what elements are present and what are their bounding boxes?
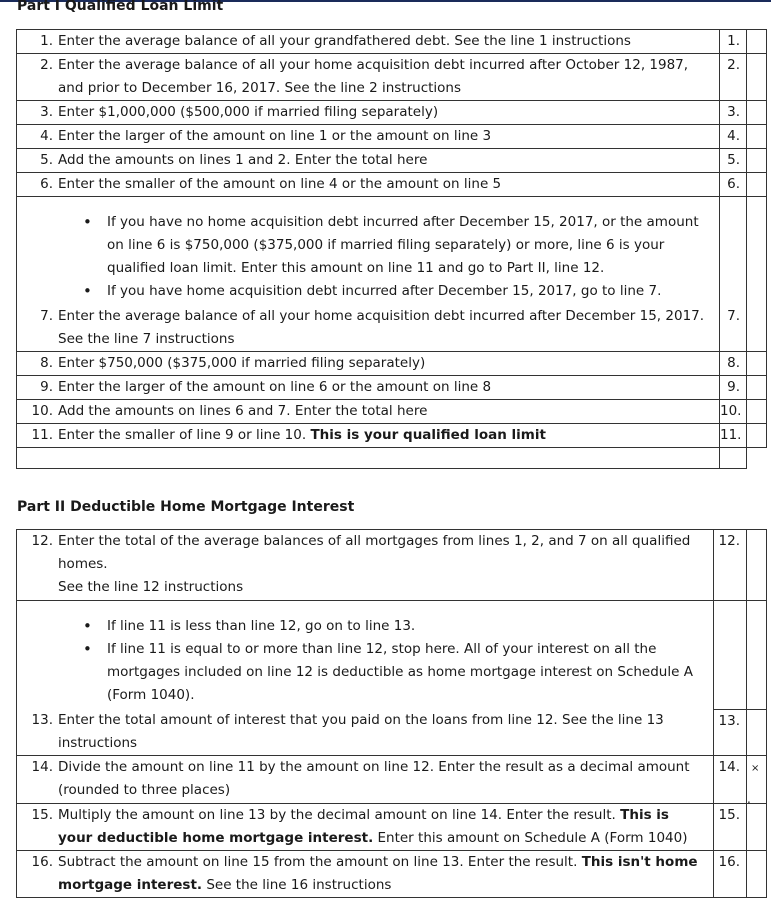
line-text-bold: This is your deductible home mortgage interest. <box>58 807 669 846</box>
line-4-row <box>17 125 767 149</box>
bullet-item: • If line 11 is less than line 12, go on to line 13. <box>107 615 705 638</box>
part2-title: Part II Deductible Home Mortgage Interest <box>17 499 355 515</box>
line-text: Enter the total of the average balances of all mortgages from lines 1, 2, and 7 on all qualified homes. <box>58 533 691 572</box>
amount-field-5[interactable] <box>747 149 767 173</box>
line-number: 3. <box>40 104 53 120</box>
line-number: 8. <box>40 355 53 371</box>
instruction-bullets <box>23 615 705 707</box>
part2-bullets-row <box>17 601 767 710</box>
amount-field-6[interactable] <box>747 173 767 197</box>
line-9-row <box>17 376 767 400</box>
line-text: Enter the average balance of all your home acquisition debt incurred after October 12, 1987, and prior to December 16, 2017. See the line 2 instructions <box>58 57 689 96</box>
line-box-label: 16. <box>714 851 747 898</box>
line-text: Divide the amount on line 11 by the amount on line 12. Enter the result as a decimal amount (rounded to three places) <box>58 759 690 798</box>
line-number: 13. <box>31 712 53 728</box>
line-3-row <box>17 101 767 125</box>
line-11-row <box>17 424 767 448</box>
amount-field-4[interactable] <box>747 125 767 149</box>
line-box-label: 14. <box>714 756 747 804</box>
line-number: 16. <box>31 854 53 870</box>
line-8-row <box>17 352 767 376</box>
line-number: 15. <box>31 807 53 823</box>
line-box-label: 7. <box>720 197 747 352</box>
part1-bottom-spacer <box>17 448 767 469</box>
line-text: Add the amounts on lines 1 and 2. Enter the total here <box>58 152 428 168</box>
line-number: 12. <box>31 533 53 549</box>
amount-field-9[interactable] <box>747 376 767 400</box>
line-text: Enter the average balance of all your home acquisition debt incurred after December 15, 2017. See the line 7 instructions <box>58 308 705 347</box>
line-number: 14. <box>31 759 53 775</box>
amount-field-2[interactable] <box>747 54 767 101</box>
line-box-label: 2. <box>720 54 747 101</box>
amount-field-7[interactable] <box>747 197 767 352</box>
bullet-item: • If line 11 is equal to or more than line 12, stop here. All of your interest on all the mortgages included on line 12 is deductible as home mortgage interest on Schedule A (Form 1040). <box>107 638 705 707</box>
line-text: Enter $750,000 ($375,000 if married filing separately) <box>58 355 426 371</box>
amount-field-10[interactable] <box>747 400 767 424</box>
line-text: Multiply the amount on line 13 by the decimal amount on line 14. Enter the result. <box>58 807 621 823</box>
line-text: Enter the smaller of line 9 or line 10. <box>58 427 311 443</box>
line-number: 7. <box>40 308 53 324</box>
line-12-row <box>17 530 767 601</box>
line-text: Subtract the amount on line 15 from the amount on line 13. Enter the result. <box>58 854 582 870</box>
line-box-label: 12. <box>714 530 747 601</box>
line-text: Add the amounts on lines 6 and 7. Enter the total here <box>58 403 428 419</box>
part1-table <box>16 29 767 469</box>
amount-field-16[interactable] <box>747 851 767 898</box>
line-box-label: 4. <box>720 125 747 149</box>
line-1-row <box>17 30 767 54</box>
amount-field-11[interactable] <box>747 424 767 448</box>
line-text-bold: This isn't home mortgage interest. <box>58 854 698 893</box>
line-number: 2. <box>40 57 53 73</box>
line-number: 6. <box>40 176 53 192</box>
bullet-item: • If you have home acquisition debt incurred after December 15, 2017, go to line 7. <box>107 280 711 303</box>
amount-field-13[interactable] <box>747 709 767 756</box>
line-number: 10. <box>31 403 53 419</box>
line-text: Enter the total amount of interest that you paid on the loans from line 12. See the line 13 instructions <box>58 712 664 751</box>
line-5-row <box>17 149 767 173</box>
line-box-label: 6. <box>720 173 747 197</box>
line-number: 4. <box>40 128 53 144</box>
line-7-row <box>17 197 767 352</box>
bullet-item: • If you have no home acquisition debt incurred after December 15, 2017, or the amount on line 6 is $750,000 ($375,000 if married filing separately) or more, line 6 is your qualified loan limit. Enter this amount on line 11 and go to Part II, line 12. <box>107 211 711 280</box>
line-text: See the line 12 instructions <box>58 579 244 595</box>
line-text: See the line 16 instructions <box>202 877 392 893</box>
line-14-row <box>17 756 767 804</box>
line-text: Enter this amount on Schedule A (Form 1040) <box>373 830 688 846</box>
line-number: 1. <box>40 33 53 49</box>
amount-field-14[interactable] <box>747 756 767 804</box>
amount-field-1[interactable] <box>747 30 767 54</box>
line-10-row <box>17 400 767 424</box>
line-16-row <box>17 851 767 898</box>
line-15-row <box>17 804 767 851</box>
line-box-label: 3. <box>720 101 747 125</box>
amount-field-8[interactable] <box>747 352 767 376</box>
line-text: Enter $1,000,000 ($500,000 if married filing separately) <box>58 104 439 120</box>
line-box-label: 1. <box>720 30 747 54</box>
part1-title: Part I Qualified Loan Limit <box>17 0 224 14</box>
part2-table <box>16 529 767 898</box>
line-box-label: 15. <box>714 804 747 851</box>
line-number: 5. <box>40 152 53 168</box>
line-number: 9. <box>40 379 53 395</box>
line-box-label: 8. <box>720 352 747 376</box>
line-box-label: 11. <box>720 424 747 448</box>
multiply-icon: × <box>751 763 760 774</box>
line-box-label: 5. <box>720 149 747 173</box>
line-2-row <box>17 54 767 101</box>
amount-field-3[interactable] <box>747 101 767 125</box>
line-text: Enter the larger of the amount on line 6 or the amount on line 8 <box>58 379 492 395</box>
amount-field-12[interactable] <box>747 530 767 601</box>
line-box-label: 9. <box>720 376 747 400</box>
line-text: Enter the smaller of the amount on line 4 or the amount on line 5 <box>58 176 502 192</box>
line-text: Enter the average balance of all your grandfathered debt. See the line 1 instructions <box>58 33 631 49</box>
line-6-row <box>17 173 767 197</box>
line-text: Enter the larger of the amount on line 1 or the amount on line 3 <box>58 128 492 144</box>
line-box-label: 13. <box>714 709 747 756</box>
amount-field-15[interactable] <box>747 804 767 851</box>
line-text-bold: This is your qualified loan limit <box>310 427 546 443</box>
instruction-bullets <box>23 211 711 303</box>
decimal-point: . <box>747 792 751 806</box>
line-number: 11. <box>31 427 53 443</box>
line-box-label: 10. <box>720 400 747 424</box>
line-13-row <box>17 709 767 756</box>
